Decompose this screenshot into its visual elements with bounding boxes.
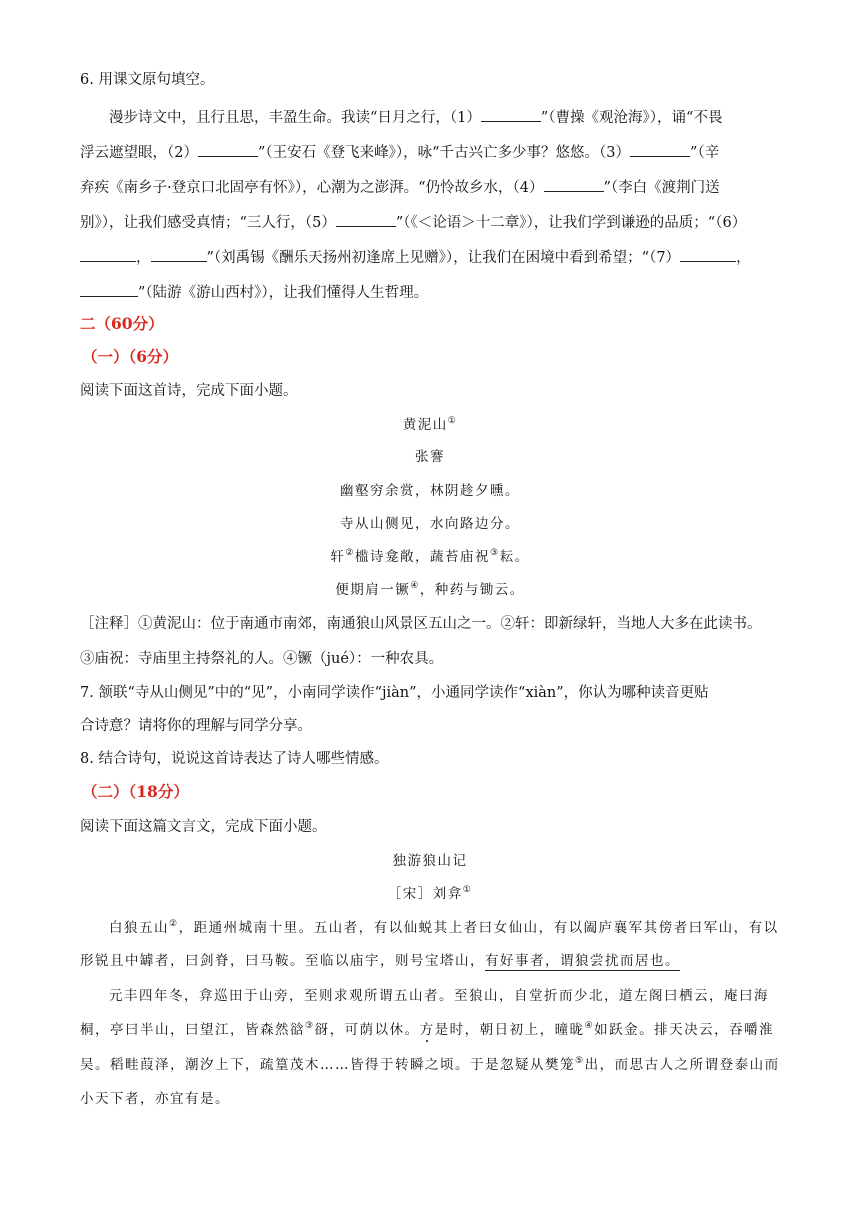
essay-p2-line-1: 元丰四年冬，弇巡田于山旁，至则求观所谓五山者。至狼山，自堂折而少北，道左阁曰栖云，庵曰海 bbox=[109, 988, 769, 1004]
poem-line-2: 寺从山侧见，水向路边分。 bbox=[340, 516, 520, 532]
essay-p1-line-2 bbox=[80, 951, 680, 971]
text: 轩 bbox=[330, 549, 346, 565]
q6-title: 6. 用课文原句填空。 bbox=[80, 72, 215, 88]
blank-2[interactable] bbox=[198, 141, 258, 157]
blank-6b[interactable] bbox=[151, 246, 207, 262]
text: 形锐且中罅者，曰剑脊，曰马鞍。至临以庙宇，则号宝塔山， bbox=[80, 953, 485, 969]
footnote-mark: ① bbox=[462, 885, 473, 895]
text: 如跃金。排天决云，吞嚼淮 bbox=[594, 1022, 775, 1038]
text: ［宋］刘弇 bbox=[387, 886, 463, 902]
q6-line-1 bbox=[109, 106, 722, 128]
text: ”（王安石《登飞来峰》），咏“千古兴亡多少事？悠悠。（3） bbox=[257, 145, 631, 161]
blank-7b[interactable] bbox=[80, 281, 138, 297]
text: 耘。 bbox=[499, 549, 530, 565]
essay-p2-line-3 bbox=[80, 1055, 780, 1075]
poem-line-1: 幽壑穷余赏，林阴趁夕曛。 bbox=[340, 483, 520, 499]
q6-line-4 bbox=[80, 211, 746, 233]
footnote-mark: ⑤ bbox=[575, 1056, 585, 1066]
essay-p2-line-2 bbox=[80, 1020, 774, 1040]
footnote-mark: ④ bbox=[584, 1021, 595, 1031]
section-2-heading: 二（60分） bbox=[80, 314, 164, 333]
footnote-mark: ④ bbox=[410, 581, 420, 591]
text: ”（李白《渡荆门送 bbox=[603, 180, 720, 196]
text: ”（陆游《游山西村》），让我们懂得人生哲理。 bbox=[138, 285, 429, 301]
blank-4[interactable] bbox=[544, 176, 604, 192]
blank-1[interactable] bbox=[481, 106, 541, 122]
footnote-mark: ② bbox=[345, 548, 355, 558]
essay-title: 独游狼山记 bbox=[392, 853, 468, 869]
q6-line-6 bbox=[80, 281, 428, 303]
q6-line-5 bbox=[80, 246, 751, 268]
notes-line-1: ［注释］①黄泥山：位于南通市南郊，南通狼山风景区五山之一。②轩：即新绿轩，当地人大多在此读书。 bbox=[80, 616, 762, 632]
text: 吴。稻畦葭泽，潮汐上下，疏篁茂木……皆得于转瞬之顷。于是忽疑从樊笼 bbox=[80, 1057, 575, 1073]
part-2-heading: （二）（18分） bbox=[82, 782, 189, 801]
q7-line-1: 7. 颔联“寺从山侧见”中的“见”，小南同学读作“jiàn”，小通同学读作“xiàn”，你认为哪种读音更贴 bbox=[80, 685, 709, 701]
text: ”（曹操《观沧海》），诵“不畏 bbox=[540, 110, 723, 126]
essay-author bbox=[0, 884, 860, 904]
part-1-heading: （一）（6分） bbox=[82, 347, 179, 366]
text: ， bbox=[736, 250, 751, 266]
text: ”（刘禹锡《酬乐天扬州初逢席上见赠》），让我们在困境中看到希望；“（7） bbox=[206, 250, 681, 266]
essay-p1-line-1 bbox=[109, 918, 779, 938]
footnote-mark: ② bbox=[169, 919, 179, 929]
text: 桐，亭曰半山，曰望江，皆森然谽 bbox=[80, 1022, 305, 1038]
text: ，种药与锄云。 bbox=[419, 582, 525, 598]
blank-6a[interactable] bbox=[80, 246, 136, 262]
blank-5[interactable] bbox=[336, 211, 396, 227]
text: 谺，可荫以休。 bbox=[314, 1022, 420, 1038]
text: 是时，朝日初上，曈昽 bbox=[434, 1022, 585, 1038]
text: ，距通州城南十里。五山者，有以仙蜕其上者曰女仙山，有以阖庐襄军其傍者曰军山，有以 bbox=[178, 920, 779, 936]
footnote-mark: ③ bbox=[490, 548, 500, 558]
q6-line-3 bbox=[80, 176, 720, 198]
emphasized-char: 方 bbox=[419, 1022, 435, 1038]
q7-line-2: 合诗意？请将你的理解与同学分享。 bbox=[80, 718, 312, 734]
q8: 8. 结合诗句，说说这首诗表达了诗人哪些情感。 bbox=[80, 751, 389, 767]
part-1-intro: 阅读下面这首诗，完成下面小题。 bbox=[80, 383, 298, 399]
blank-7a[interactable] bbox=[680, 246, 736, 262]
blank-3[interactable] bbox=[630, 141, 690, 157]
poem-line-3 bbox=[0, 547, 860, 567]
underlined-sentence: 有好事者，谓狼尝扰而居也。 bbox=[485, 953, 680, 969]
poem-line-4 bbox=[0, 580, 860, 600]
text: 出，而思古人之所谓登泰山而 bbox=[584, 1057, 780, 1073]
text: 便期肩一镢 bbox=[335, 582, 411, 598]
footnote-mark: ③ bbox=[305, 1021, 315, 1031]
footnote-mark: ① bbox=[447, 416, 458, 426]
text: 别》），让我们感受真情；“三人行，（5） bbox=[80, 215, 336, 231]
notes-line-2: ③庙祝：寺庙里主持祭礼的人。④镢（jué）：一种农具。 bbox=[80, 651, 444, 667]
text: 浮云遮望眼，（2） bbox=[80, 145, 198, 161]
text: ”（辛 bbox=[690, 145, 720, 161]
poem-title bbox=[0, 415, 860, 435]
part-2-intro: 阅读下面这篇文言文，完成下面小题。 bbox=[80, 819, 327, 835]
text: 槛诗龛敞，蔬苔庙祝 bbox=[355, 549, 490, 565]
text: 白狼五山 bbox=[109, 920, 169, 936]
poem-author: 张謇 bbox=[415, 449, 445, 465]
essay-p2-line-4: 小天下者，亦宜有是。 bbox=[80, 1091, 230, 1107]
text: 弃疾《南乡子·登京口北固亭有怀》），心潮为之澎湃。“仍怜故乡水，（4） bbox=[80, 180, 544, 196]
text: ”（《＜论语＞十二章》），让我们学到谦逊的品质；“（6） bbox=[395, 215, 747, 231]
text: 黄泥山 bbox=[402, 417, 448, 433]
q6-line-2 bbox=[80, 141, 719, 163]
text: 漫步诗文中，且行且思，丰盈生命。我读“日月之行，（1） bbox=[109, 110, 481, 126]
text: ， bbox=[136, 250, 151, 266]
